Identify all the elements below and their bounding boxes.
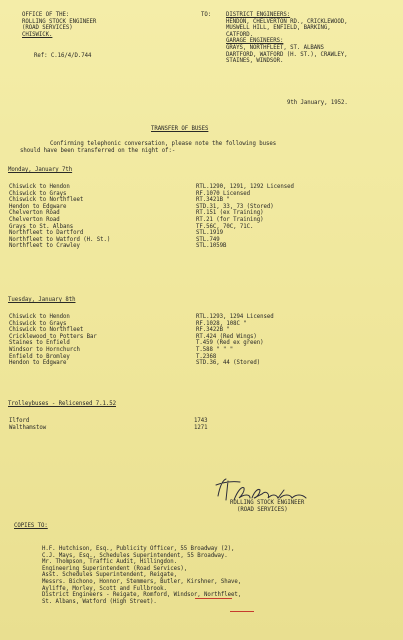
table-row [9,210,389,217]
list-item: Asst. Schedules Superintendent, Reigate, [42,572,177,579]
trolleybus-list [9,418,389,431]
route-cell: Chiswick to Grays [9,190,67,197]
recipients-line: DARTFORD, WATFORD (H. ST.), CRAWLEY, [226,51,348,58]
table-row [9,347,389,354]
list-item: St. Albans, Watford (High Street). [42,598,157,605]
route-cell: Hendon to Edgware [9,203,67,210]
sender-line: OFFICE OF THE: [22,12,70,18]
route-cell: Walthamstow [9,424,47,431]
signatory-title: ROLLING STOCK ENGINEER [230,500,305,506]
list-item: Engineering Superintendent (Road Services), [42,565,188,572]
vehicle-cell: STL.749 [196,236,220,243]
table-row [9,340,389,347]
route-cell: Chiswick to Northfleet [9,197,84,204]
table-row [9,418,389,425]
table-row [9,197,389,204]
table-row [9,321,389,328]
route-cell: Chelverton Road [9,216,60,223]
route-cell: Windsor to Hornchurch [9,346,80,353]
table-row [9,217,389,224]
vehicle-cell: STL.1059B [196,243,227,250]
table-row [9,237,389,244]
reference-number: Ref: C.16/4/D.744 [34,53,92,59]
sender-line: ROLLING STOCK ENGINEER [22,18,97,25]
vehicle-cell: RTL.1293, 1294 Licensed [196,314,274,320]
list-item: District Engineers - Reigate, Romford, Windsor, Northfleet, [42,592,242,599]
recipients-line: MUSWELL HILL, ENFIELD, BARKING, [226,25,331,32]
route-cell: Chiswick to Hendon [9,184,70,190]
vehicle-cell: T.588 " " " [196,346,234,353]
recipients-heading: GARAGE ENGINEERS: [226,38,284,45]
to-label: TO: [201,12,212,18]
sender-office-block [22,12,96,38]
section-title-trolleybuses: Trolleybuses - Relicensed 7.1.52 [8,401,116,407]
vehicle-cell: RT.424 (Red Wings) [196,333,257,340]
table-row [9,184,389,191]
route-cell: Grays to St. Albans [9,223,74,230]
list-item: Mr. Thompson, Traffic Audit, Hillingdon. [42,559,177,566]
table-row [9,230,389,237]
vehicle-cell: STD.31, 33, 73 (Stored) [196,203,274,210]
vehicle-cell: TF.56C, 70C, 71C. [196,223,254,230]
recipients-line: STAINES, WINDSOR. [226,58,284,65]
intro-line: Confirming telephonic conversation, please note the following buses [50,141,277,147]
table-row [9,327,389,334]
list-item: C.J. Mays, Esq., Schedules Superintendent, 55 Broadway. [42,552,228,559]
vehicle-cell: T.459 (Red ex green) [196,340,264,347]
table-row [9,354,389,361]
table-row [9,425,389,432]
section-title-monday: Monday, January 7th [8,167,73,173]
table-row [9,191,389,198]
intro-paragraph [20,141,276,154]
memo-date: 9th January, 1952. [287,100,348,106]
red-pen-underline [195,598,232,599]
route-cell: Northfleet to Watford (H. St.) [9,236,111,243]
vehicle-cell: STL.1919 [196,230,223,237]
vehicle-cell: RF.3422B " [196,327,230,334]
intro-line: should have been transferred on the night of:- [20,147,176,154]
list-item: H.F. Hutchison, Esq., Publicity Officer, 55 Broadway (2), [42,546,235,552]
vehicle-cell: RF.1028, 108C " [196,320,247,327]
route-cell: Chiswick to Northfleet [9,327,84,334]
vehicle-cell: T.2368 [196,353,217,360]
section-title-tuesday: Tuesday, January 8th [8,297,76,303]
vehicle-cell: STD.36, 44 (Stored) [196,360,261,367]
vehicle-cell: RT.21 (for Training) [196,216,264,223]
red-pen-underline [230,611,254,612]
recipients-line: HENDON, CHELVERTON RD., CRICKLEWOOD, [226,18,348,25]
list-item: Ayliffe, Morley, Scott and Fullbrook. [42,585,167,592]
table-row [9,360,389,367]
table-row [9,204,389,211]
table-row [9,334,389,341]
route-cell: Enfield to Bromley [9,353,70,360]
route-cell: Cricklewood to Potters Bar [9,333,97,340]
tuesday-transfers [9,314,389,367]
copies-list [42,546,241,605]
vehicle-cell: RT.151 (ex Training) [196,210,264,217]
vehicle-cell: 1743 [194,418,208,424]
route-cell: Chelverton Road [9,210,60,217]
copies-title: COPIES TO: [14,523,48,529]
recipients-heading: DISTRICT ENGINEERS: [226,12,291,18]
memo-heading: TRANSFER OF BUSES [151,126,209,132]
route-cell: Staines to Enfield [9,340,70,347]
list-item: Messrs. Bichono, Honnor, Stemmers, Butler, Kirshner, Shave, [42,578,242,585]
signatory-block [230,500,304,513]
route-cell: Ilford [9,418,30,424]
recipients-line: CATFORD. [226,31,253,38]
table-row [9,314,389,321]
signatory-dept: (ROAD SERVICES) [237,506,288,513]
vehicle-cell: 1271 [194,424,208,431]
route-cell: Northfleet to Dartford [9,230,84,237]
recipients-line: GRAYS, NORTHFLEET, ST. ALBANS [226,44,324,51]
table-row [9,243,389,250]
route-cell: Northfleet to Crawley [9,243,80,250]
vehicle-cell: RT.3421B " [196,197,230,204]
sender-line: (ROAD SERVICES) [22,25,73,32]
monday-transfers [9,184,389,250]
route-cell: Hendon to Edgware [9,360,67,367]
route-cell: Chiswick to Grays [9,320,67,327]
table-row [9,224,389,231]
sender-line: CHISWICK. [22,31,53,38]
vehicle-cell: RTL.1290, 1291, 1292 Licensed [196,184,294,190]
route-cell: Chiswick to Hendon [9,314,70,320]
vehicle-cell: RF.1070 Licensed [196,190,250,197]
recipients-block [226,12,347,65]
